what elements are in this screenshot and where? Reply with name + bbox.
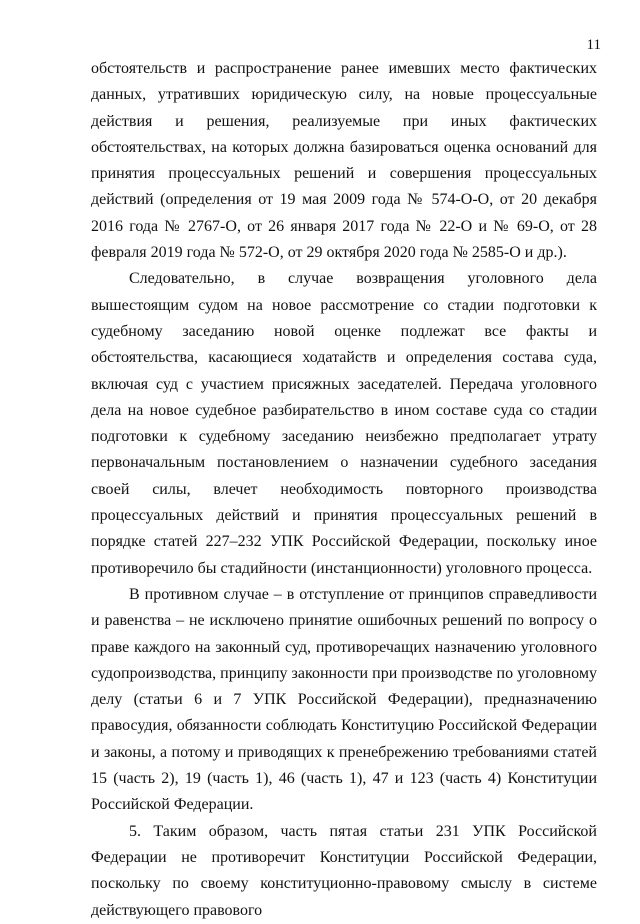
paragraph-continuation: обстоятельств и распространение ранее имевших место фактических данных, утративших юридическую силу, на новые процессуальные действия и решения, реализуемые при иных фактических обстоятельствах, на которых должна базироваться оценка оснований для принятия процессуальных решений и совершения процессуальных действий (определения от 19 мая 2009 года № 574-О-О, от 20 декабря 2016 года № 2767-О, от 26 января 2017 года № 22-О и № 69-О, от 28 февраля 2019 года № 572-О, от 29 октября 2020 года № 2585-О и др.). [91, 60, 597, 262]
page-number: 11 [586, 37, 601, 53]
paragraph-consequently: Следовательно, в случае возвращения уголовного дела вышестоящим судом на новое рассмотрение со стадии подготовки к судебному заседанию новой оценке подлежат все факты и обстоятельства, касающиеся ходатайств и определения состава суда, включая суд с участием присяжных заседателей. Передача уголовного дела на новое судебное разбирательство в ином составе суда со стадии подготовки к судебному заседанию неизбежно предполагает утрату первоначальным постановлением о назначении судебного заседания своей силы, влечет необходимость повторного производства процессуальных действий и принятия процессуальных решений в порядке статей 227–232 УПК Российской Федерации, поскольку иное противоречило бы стадийности (инстанционности) уголовного процесса. [91, 270, 597, 577]
paragraph-conclusion: 5. Таким образом, часть пятая статьи 231 УПК Российской Федерации не противоречит Конституции Российской Федерации, поскольку по своему конституционно-правовому смыслу в системе действующего правового [91, 822, 597, 919]
document-body [91, 56, 597, 924]
paragraph-otherwise: В противном случае – в отступление от принципов справедливости и равенства – не исключено принятие ошибочных решений по вопросу о праве каждого на законный суд, противоречащих назначению уголовного судопроизводства, принципу законности при производстве по уголовному делу (статьи 6 и 7 УПК Российской Федерации), предназначению правосудия, обязанности соблюдать Конституцию Российской Федерации и законы, а потому и приводящих к пренебрежению требованиями статей 15 (часть 2), 19 (часть 1), 46 (часть 1), 47 и 123 (часть 4) Конституции Российской Федерации. [91, 585, 597, 814]
